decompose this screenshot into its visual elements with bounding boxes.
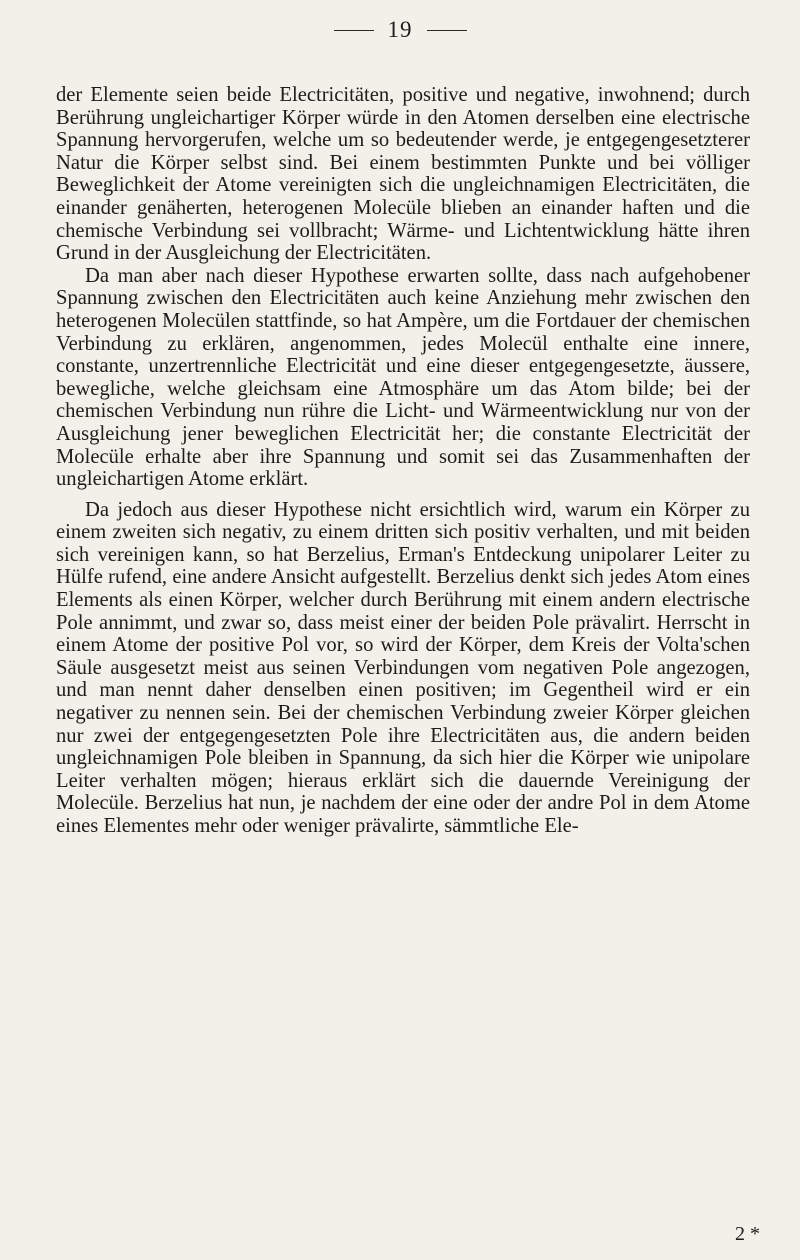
paragraph-3: Da jedoch aus dieser Hypothese nicht ersichtlich wird, warum ein Körper zu einem zweiten sich negativ, zu einem dritten sich positiv verhalten, und mit beiden sich vereinigen kann, so hat Berzelius, Erman's Entdeckung unipolarer Leiter zu Hülfe rufend, eine andere Ansicht aufgestellt. Berzelius denkt sich jedes Atom eines Elements als einen Körper, welcher durch Berührung mit einem andern electrische Pole annimmt, und zwar so, dass meist einer der beiden Pole prävalirt. Herrscht in einem Atome der positive Pol vor, so wird der Körper, dem Kreis der Volta'schen Säule ausgesetzt meist aus seinen Verbindungen vom negativen Pole angezogen, und man nennt daher denselben einen positiven; im Gegentheil wird er ein negativer zu nennen sein. Bei der chemischen Verbindung zweier Körper gleichen nur zwei der entgegengesetzten Pole ihre Electricitäten aus, die andern beiden ungleichnamigen Pole bleiben in Spannung, da sich hier die Körper wie unipolare Leiter verhalten mögen; hieraus erklärt sich die dauernde Vereinigung der Molecüle. Berzelius hat nun, je nachdem der eine oder der andre Pol in dem Atome eines Elementes mehr oder weniger prävalirte, sämmtliche Ele- bbox=[56, 498, 750, 837]
paragraph-2: Da man aber nach dieser Hypothese erwarten sollte, dass nach aufgehobener Spannung zwischen den Electricitäten auch keine Anziehung mehr zwischen den heterogenen Molecülen stattfinde, so hat Ampère, um die Fortdauer der chemischen Verbindung zu erklären, angenommen, jedes Molecül enthalte eine innere, constante, unzertrennliche Electricität und eine dieser entgegengesetzte, äussere, bewegliche, welche gleichsam eine Atmosphäre um das Atom bilde; bei der chemischen Verbindung nun rühre die Licht- und Wärmeentwicklung nur von der Ausgleichung jener beweglichen Electricität her; die constante Electricität der Molecüle erhalte aber ihre Spannung und somit sei das Zusammenhaften der ungleichartigen Atome erklärt. bbox=[56, 264, 750, 491]
signature-mark: 2 * bbox=[735, 1223, 760, 1245]
body-text bbox=[56, 84, 750, 838]
paragraph-1: der Elemente seien beide Electricitäten, positive und negative, inwohnend; durch Berührung ungleichartiger Körper würde in den Atomen derselben eine electrische Spannung hervorgerufen, welche um so bedeutender werde, je entgegengesetzterer Natur die Körper selbst sind. Bei einem bestimmten Punkte und bei völliger Beweglichkeit der Atome vereinigten sich die ungleichnamigen Electricitäten, die einander genäherten, heterogenen Molecüle blieben an einander haften und die chemische Verbindung sei vollbracht; Wärme- und Lichtentwicklung hätte ihren Grund in der Ausgleichung der Electricitäten. bbox=[56, 84, 750, 265]
page-header bbox=[0, 10, 800, 50]
header-rule-left bbox=[334, 30, 374, 31]
page-number: 19 bbox=[387, 17, 413, 42]
header-rule-right bbox=[427, 30, 467, 31]
